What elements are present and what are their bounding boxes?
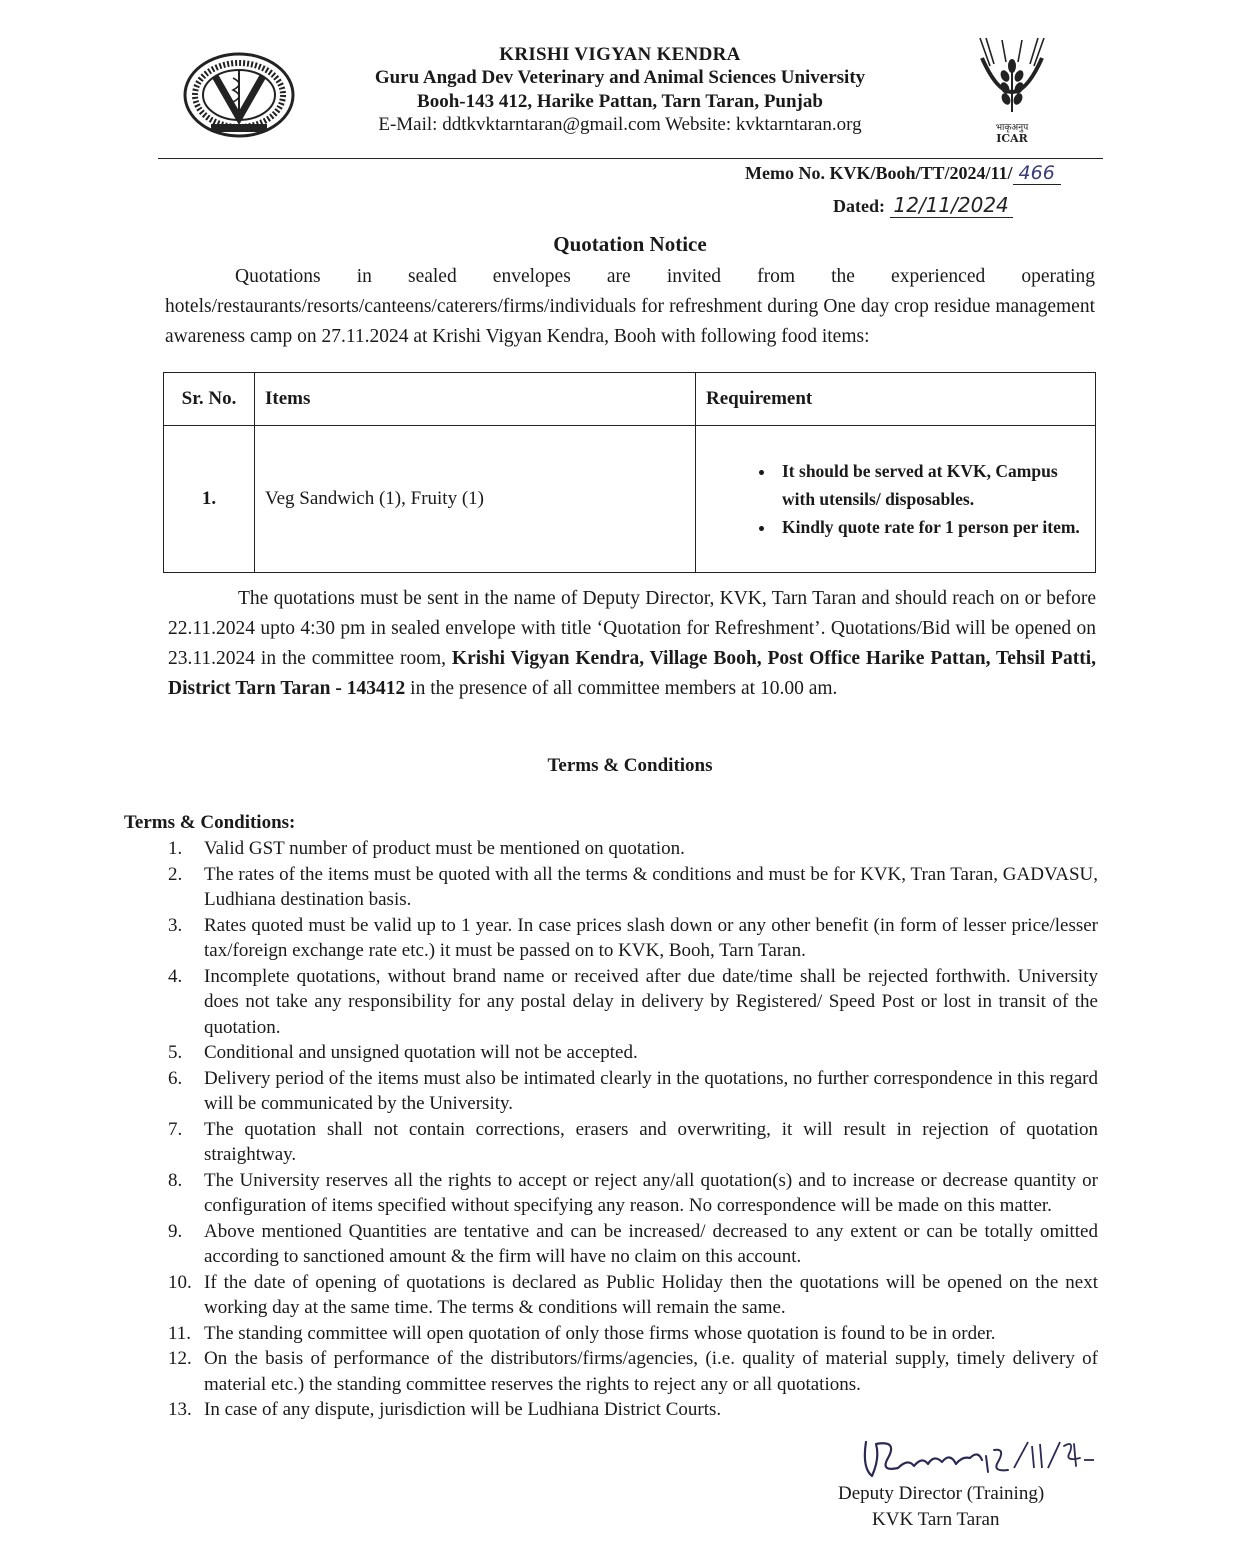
term-text: Valid GST number of product must be mentioned on quotation. [204, 838, 685, 859]
icar-logo-icon [972, 36, 1052, 146]
term-number: 8. [168, 1169, 183, 1191]
term-text: Rates quoted must be valid up to 1 year. In case prices slash down or any other benefit (in form of lesser price/lesser tax/foreign exchange rate etc.) it must be passed on to KVK, Booh, Tarn Taran. [204, 914, 1098, 961]
list-item [168, 1219, 1098, 1270]
list-item [168, 1117, 1098, 1168]
list-item [168, 1321, 1098, 1347]
term-text: If the date of opening of quotations is declared as Public Holiday then the quotations will be opened on the next working day at the same time. The terms & conditions will remain the same. [204, 1271, 1098, 1318]
header-items: Items [255, 373, 696, 426]
terms-heading: Terms & Conditions: [124, 812, 296, 833]
row-sr-no: 1. [164, 426, 255, 573]
signatory-office: KVK Tarn Taran [872, 1509, 1000, 1530]
notice-intro: Quotations in sealed envelopes are invited from the experienced operating hotels/restaurants/resorts/canteens/caterers/firms/individuals for refreshment during One day crop residue management awareness camp on 27.11.2024 at Krishi Vigyan Kendra, Booh with following food items: [165, 266, 1095, 347]
term-number: 4. [168, 965, 183, 987]
list-item [168, 1346, 1098, 1397]
memo-label: Memo No. KVK/Booh/TT/2024/11/ [745, 163, 1013, 183]
term-number: 6. [168, 1067, 183, 1089]
requirement-bullet: • Kindly quote rate for 1 person per item. [776, 513, 1085, 541]
memo-date [833, 193, 1013, 218]
dated-handwritten-value: 12/11/2024 [890, 193, 1013, 218]
requirement-bullet: • It should be served at KVK, Campus with utensils/ disposables. [776, 457, 1085, 513]
row-requirements [696, 426, 1096, 573]
term-number: 12. [168, 1348, 192, 1369]
contact-line: E-Mail: ddtkvktarntaran@gmail.com Website: kvktarntaran.org [378, 114, 862, 135]
header-divider [158, 158, 1103, 159]
term-number: 9. [168, 1220, 183, 1242]
signatory-designation: Deputy Director (Training) [838, 1483, 1045, 1504]
term-text: Delivery period of the items must also be intimated clearly in the quotations, no further correspondence in this regard will be communicated by the University. [204, 1067, 1098, 1114]
term-number: 13. [168, 1399, 192, 1420]
submission-text-1: The quotations must be sent in the name of Deputy Director, KVK, Tarn Taran and should reach on or before 22.11.2024 upto 4:30 pm in sealed envelope with title ‘Quotation for Refreshment’. Quotations/Bid will be opened on 23.11.2024 in the committee room, [168, 588, 1096, 669]
list-item [168, 913, 1098, 964]
table-header-row [164, 373, 1096, 426]
term-text: The rates of the items must be quoted with all the terms & conditions and must be for KVK, Tran Taran, GADVASU, Ludhiana destination basis. [204, 863, 1098, 910]
memo-handwritten-number: 466 [1013, 162, 1061, 185]
list-item [168, 964, 1098, 1041]
term-text: On the basis of performance of the distributors/firms/agencies, (i.e. quality of material supply, timely delivery of material etc.) the standing committee reserves the rights to reject any or all quotations. [204, 1348, 1098, 1395]
icar-hindi-text: भाकृअनुप [995, 123, 1029, 133]
list-item [168, 1066, 1098, 1117]
term-text: In case of any dispute, jurisdiction will be Ludhiana District Courts. [204, 1399, 722, 1420]
term-number: 3. [168, 914, 183, 936]
items-table [163, 372, 1096, 573]
table-row [164, 426, 1096, 573]
gadvasu-seal-icon [183, 52, 295, 138]
header-requirement: Requirement [696, 373, 1096, 426]
term-number: 2. [168, 863, 183, 885]
submission-venue: Krishi Vigyan Kendra, Village Booh, Post Office Harike Pattan, Tehsil Patti, District Tarn Taran - 143412 [168, 648, 1096, 699]
term-number: 11. [168, 1322, 192, 1344]
memo-number [745, 162, 1061, 185]
term-text: Conditional and unsigned quotation will not be accepted. [204, 1042, 638, 1063]
header-sr-no: Sr. No. [164, 373, 255, 426]
university-name: Guru Angad Dev Veterinary and Animal Sciences University [374, 67, 866, 88]
list-item [168, 836, 1098, 862]
list-item [168, 1270, 1098, 1321]
submission-paragraph [168, 584, 1096, 704]
handwritten-signature-icon [858, 1428, 1098, 1488]
submission-text-2: in the presence of all committee members at 10.00 am. [405, 678, 838, 699]
list-item [168, 1168, 1098, 1219]
list-item [168, 1040, 1098, 1066]
row-item: Veg Sandwich (1), Fruity (1) [255, 426, 696, 573]
term-number: 10. [168, 1271, 192, 1293]
icar-text: ICAR [996, 132, 1028, 145]
term-text: The University reserves all the rights to accept or reject any/all quotation(s) and to increase or decrease quantity or configuration of items specified without specifying any reason. No correspondence will be made on this matter. [204, 1169, 1098, 1216]
term-text: Incomplete quotations, without brand name or received after due date/time shall be rejected forthwith. University does not take any responsibility for any postal delay in delivery by Registered/ Speed Post or lost in transit of the quotation. [204, 965, 1098, 1038]
org-name: KRISHI VIGYAN KENDRA [499, 44, 741, 65]
notice-title: Quotation Notice [553, 232, 707, 256]
term-number: 5. [168, 1042, 183, 1063]
term-text: The quotation shall not contain corrections, erasers and overwriting, it will result in rejection of quotation straightway. [204, 1118, 1098, 1165]
terms-center-title: Terms & Conditions [547, 755, 713, 776]
address: Booh-143 412, Harike Pattan, Tarn Taran, Punjab [417, 91, 823, 112]
term-text: The standing committee will open quotation of only those firms whose quotation is found to be in order. [204, 1322, 996, 1344]
list-item [168, 1397, 1098, 1423]
dated-label: Dated: [833, 196, 885, 216]
term-number: 7. [168, 1118, 183, 1140]
list-item [168, 862, 1098, 913]
term-number: 1. [168, 838, 183, 859]
terms-list [168, 836, 1098, 1423]
term-text: Above mentioned Quantities are tentative and can be increased/ decreased to any extent or can be totally omitted according to sanctioned amount & the firm will have no claim on this account. [204, 1220, 1098, 1267]
